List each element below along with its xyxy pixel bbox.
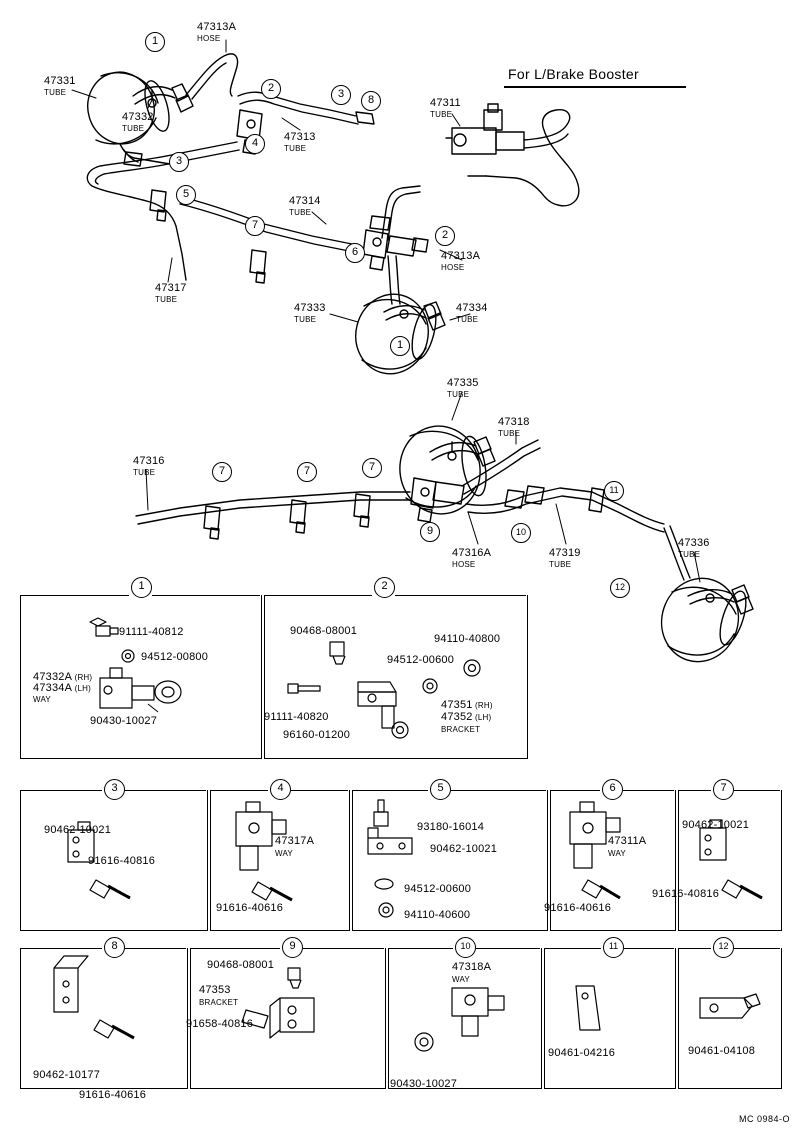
parts-group-12 xyxy=(678,948,782,1089)
group-border-left xyxy=(678,790,711,791)
part-label xyxy=(275,836,314,847)
part-label xyxy=(199,997,238,1008)
group-border-right xyxy=(623,790,674,791)
title-underline xyxy=(504,86,686,88)
part-number: 91616-40616 xyxy=(79,1089,147,1101)
part-number: 91616-40816 xyxy=(652,888,720,900)
group-number-12[interactable]: 12 xyxy=(713,937,734,958)
sheet-code: MC 0984-O xyxy=(738,1114,790,1124)
part-number: 91616-40816 xyxy=(88,855,156,867)
diagram-label-47316a xyxy=(452,548,491,570)
part-label xyxy=(88,856,155,867)
callout-bubble-3[interactable]: 3 xyxy=(169,152,189,172)
group-border-right xyxy=(476,948,540,949)
part-label xyxy=(207,960,274,971)
part-label xyxy=(216,903,283,914)
diagram-label-47311 xyxy=(430,98,461,120)
group-border-left xyxy=(20,948,102,949)
group-border-right xyxy=(734,948,780,949)
part-label xyxy=(608,848,626,859)
group-border-left xyxy=(388,948,453,949)
part-label xyxy=(688,1046,755,1057)
part-label xyxy=(387,655,454,666)
part-type: TUBE xyxy=(498,429,521,438)
part-label xyxy=(290,626,357,637)
part-number: 47317 xyxy=(155,282,187,294)
part-side: (LH) xyxy=(475,713,492,722)
part-label xyxy=(33,683,91,694)
part-side: (RH) xyxy=(475,701,493,710)
part-number: 47332A xyxy=(33,671,73,683)
callout-bubble-11[interactable]: 11 xyxy=(604,481,624,501)
part-number: WAY xyxy=(608,849,626,858)
group-border-right xyxy=(303,948,384,949)
group-border-left xyxy=(352,790,428,791)
callout-bubble-7[interactable]: 7 xyxy=(245,216,265,236)
part-number: 94110-40600 xyxy=(404,909,471,921)
group-border-right xyxy=(125,790,206,791)
part-label xyxy=(390,1079,457,1090)
callout-bubble-7[interactable]: 7 xyxy=(362,458,382,478)
diagram-label-47313a xyxy=(441,251,480,273)
part-number: 91658-40816 xyxy=(186,1018,254,1030)
part-label xyxy=(608,836,646,847)
part-number: 94512-00800 xyxy=(141,651,209,663)
part-number: 47318 xyxy=(498,416,530,428)
part-type: TUBE xyxy=(133,468,156,477)
part-number: 90462-10177 xyxy=(33,1069,101,1081)
part-label xyxy=(90,716,157,727)
part-label xyxy=(79,1090,146,1101)
part-side: (RH) xyxy=(74,673,93,682)
parts-group-11 xyxy=(544,948,676,1089)
part-number: 47314 xyxy=(289,195,321,207)
part-type: TUBE xyxy=(155,295,178,304)
part-label xyxy=(119,627,184,638)
part-number: 90468-08001 xyxy=(290,625,358,637)
part-number: 47331 xyxy=(44,75,76,87)
group-number-7[interactable]: 7 xyxy=(713,779,734,800)
part-label xyxy=(404,910,470,921)
callout-bubble-9[interactable]: 9 xyxy=(420,522,440,542)
part-number: 47316A xyxy=(452,547,492,559)
part-type: HOSE xyxy=(441,263,465,272)
part-number: 47311 xyxy=(430,97,461,109)
diagram-label-47317 xyxy=(155,283,187,305)
diagram-label-47314 xyxy=(289,196,321,218)
group-number-1[interactable]: 1 xyxy=(131,577,152,598)
group-border-right xyxy=(152,595,260,596)
callout-bubble-6[interactable]: 6 xyxy=(345,243,365,263)
group-border-right xyxy=(395,595,526,596)
part-number: 90462-10021 xyxy=(682,819,750,831)
part-type: TUBE xyxy=(678,550,701,559)
part-number: 47316 xyxy=(133,455,165,467)
part-number: 47335 xyxy=(447,377,479,389)
part-label xyxy=(417,822,484,833)
part-number: WAY xyxy=(275,849,293,858)
part-label xyxy=(33,1070,100,1081)
part-number: 47311A xyxy=(608,835,647,847)
part-number: 47351 xyxy=(441,699,473,711)
callout-bubble-10[interactable]: 10 xyxy=(511,523,531,543)
diagram-label-47336 xyxy=(678,538,710,560)
part-number: 94110-40800 xyxy=(434,633,501,645)
part-number: 90430-10027 xyxy=(90,715,158,727)
callout-bubble-1[interactable]: 1 xyxy=(145,32,165,52)
group-border-left xyxy=(20,595,129,596)
part-number: 47313 xyxy=(284,131,316,143)
group-number-3[interactable]: 3 xyxy=(104,779,125,800)
part-number: 47332 xyxy=(122,111,154,123)
part-number: 47352 xyxy=(441,711,473,723)
part-number: 93180-16014 xyxy=(417,821,485,833)
part-type: HOSE xyxy=(452,560,476,569)
group-border-left xyxy=(210,790,268,791)
part-number: 91111-40812 xyxy=(119,626,184,638)
part-label xyxy=(430,844,497,855)
group-border-right xyxy=(451,790,546,791)
part-number: 47353 xyxy=(199,984,231,996)
part-number: 47318A xyxy=(452,961,492,973)
page-title: For L/Brake Booster xyxy=(508,66,639,82)
part-number: 47313A xyxy=(441,250,481,262)
diagram-label-47318 xyxy=(498,417,530,439)
group-number-5[interactable]: 5 xyxy=(430,779,451,800)
group-border-right xyxy=(291,790,348,791)
part-label xyxy=(452,962,491,973)
group-number-2[interactable]: 2 xyxy=(374,577,395,598)
part-label xyxy=(652,889,719,900)
part-label xyxy=(186,1019,253,1030)
part-label xyxy=(404,884,471,895)
part-number: 47333 xyxy=(294,302,326,314)
part-label xyxy=(283,730,350,741)
diagram-label-47319 xyxy=(549,548,581,570)
diagram-label-47333 xyxy=(294,303,326,325)
part-number: 90468-08001 xyxy=(207,959,275,971)
callout-bubble-1[interactable]: 1 xyxy=(390,336,410,356)
part-number: 90430-10027 xyxy=(390,1078,458,1090)
callout-bubble-5[interactable]: 5 xyxy=(176,185,196,205)
part-number: 47319 xyxy=(549,547,581,559)
group-border-left xyxy=(550,790,600,791)
group-number-6[interactable]: 6 xyxy=(602,779,623,800)
callout-bubble-3[interactable]: 3 xyxy=(331,85,351,105)
group-border-right xyxy=(125,948,186,949)
group-border-left xyxy=(264,595,372,596)
part-number: 47334A xyxy=(33,682,73,694)
part-type: TUBE xyxy=(430,110,453,119)
part-number: 90462-10021 xyxy=(44,824,112,836)
group-number-4[interactable]: 4 xyxy=(270,779,291,800)
group-number-11[interactable]: 11 xyxy=(603,937,624,958)
group-border-left xyxy=(20,790,102,791)
part-number: 47334 xyxy=(456,302,488,314)
part-number: 90461-04108 xyxy=(688,1045,756,1057)
part-type: TUBE xyxy=(44,88,67,97)
part-type: TUBE xyxy=(456,315,479,324)
parts-group-7 xyxy=(678,790,782,931)
part-number: 91111-40820 xyxy=(264,711,329,723)
group-number-10[interactable]: 10 xyxy=(455,937,476,958)
group-border-left xyxy=(544,948,601,949)
diagram-label-47335 xyxy=(447,378,479,400)
part-number: 91616-40616 xyxy=(216,902,284,914)
group-number-8[interactable]: 8 xyxy=(104,937,125,958)
part-label xyxy=(441,700,493,711)
callout-bubble-2[interactable]: 2 xyxy=(261,79,281,99)
diagram-label-47313 xyxy=(284,132,316,154)
part-label xyxy=(199,985,231,996)
part-number: 94512-00600 xyxy=(404,883,472,895)
part-type: TUBE xyxy=(122,124,145,133)
part-label xyxy=(434,634,500,645)
parts-group-8 xyxy=(20,948,188,1089)
callout-bubble-12[interactable]: 12 xyxy=(610,578,630,598)
group-border-right xyxy=(624,948,674,949)
diagram-label-47331 xyxy=(44,76,76,98)
part-label xyxy=(548,1048,615,1059)
part-type: TUBE xyxy=(284,144,307,153)
part-type: TUBE xyxy=(289,208,312,217)
diagram-label-47316 xyxy=(133,456,165,478)
callout-bubble-2[interactable]: 2 xyxy=(435,226,455,246)
part-number: BRACKET xyxy=(199,998,239,1007)
diagram-label-47334 xyxy=(456,303,488,325)
group-number-9[interactable]: 9 xyxy=(282,937,303,958)
part-type: HOSE xyxy=(197,34,221,43)
part-label xyxy=(33,694,51,705)
part-number: WAY xyxy=(33,695,51,704)
part-label xyxy=(441,724,480,735)
part-label xyxy=(44,825,111,836)
part-number: WAY xyxy=(452,975,470,984)
group-border-left xyxy=(190,948,280,949)
part-number: 94512-00600 xyxy=(387,654,455,666)
part-number: 91616-40616 xyxy=(544,902,612,914)
part-label xyxy=(682,820,749,831)
part-type: TUBE xyxy=(549,560,572,569)
callout-bubble-7[interactable]: 7 xyxy=(297,462,317,482)
group-border-right xyxy=(734,790,780,791)
part-number: 47317A xyxy=(275,835,315,847)
part-number: 47313A xyxy=(197,21,237,33)
diagram-label-47313a xyxy=(197,22,236,44)
part-label xyxy=(441,712,491,723)
part-type: TUBE xyxy=(447,390,470,399)
part-number: 90461-04216 xyxy=(548,1047,616,1059)
part-number: BRACKET xyxy=(441,725,481,734)
part-number: 47336 xyxy=(678,537,710,549)
part-type: TUBE xyxy=(294,315,317,324)
callout-bubble-8[interactable]: 8 xyxy=(361,91,381,111)
part-label xyxy=(452,974,470,985)
group-border-left xyxy=(678,948,711,949)
part-number: 96160-01200 xyxy=(283,729,351,741)
callout-bubble-4[interactable]: 4 xyxy=(245,134,265,154)
part-label xyxy=(264,712,329,723)
callout-bubble-7[interactable]: 7 xyxy=(212,462,232,482)
part-side: (LH) xyxy=(74,684,91,693)
part-number: 90462-10021 xyxy=(430,843,498,855)
part-label xyxy=(141,652,208,663)
part-label xyxy=(544,903,611,914)
part-label xyxy=(275,848,293,859)
diagram-label-47332 xyxy=(122,112,154,134)
